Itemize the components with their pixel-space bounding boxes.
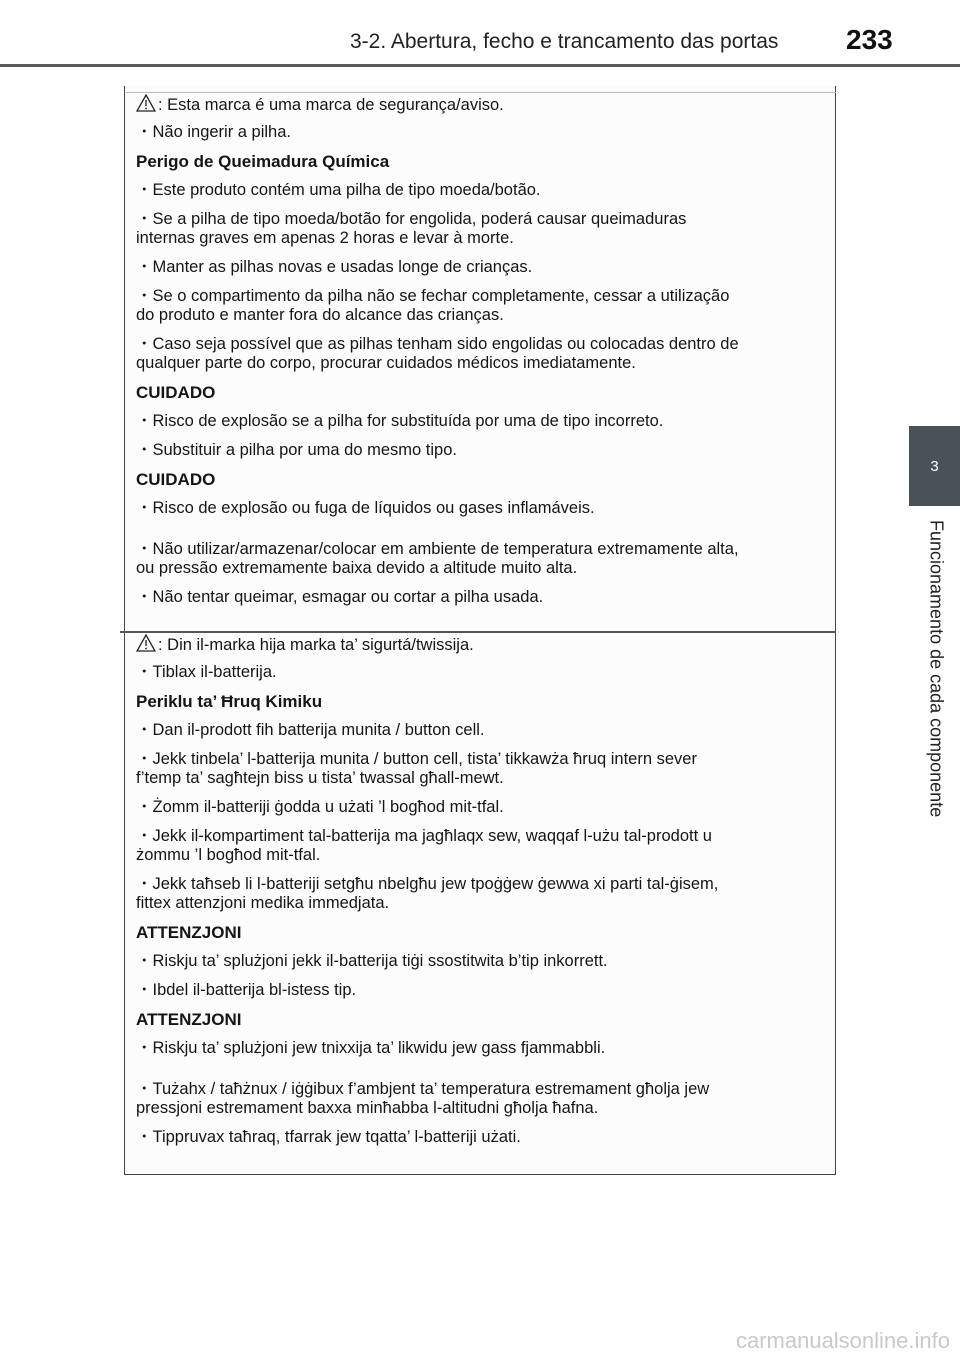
heading-caution: ATTENZJONI [136, 1010, 242, 1029]
chapter-label: Funcionamento de cada componente [926, 520, 947, 818]
bullet-line: ・Risco de explosão ou fuga de líquidos ou gases inflamáveis. [136, 499, 595, 517]
bullet-line-cont: żommu ’l bogħod mit-tfal. [136, 846, 321, 864]
bullet-line: ・Não ingerir a pilha. [136, 123, 291, 141]
bullet-line: ・Jekk taħseb li l-batteriji setgħu nbelgħu jew tpoġġew ġewwa xi parti tal-ġisem, [136, 875, 719, 893]
bullet-line: ・Substituir a pilha por uma do mesmo tipo. [136, 441, 457, 459]
bullet-line: ・Risco de explosão se a pilha for substituída por uma de tipo incorreto. [136, 412, 664, 430]
header-rule [0, 64, 960, 67]
bullet-line: ・Riskju ta’ splużjoni jew tnixxija ta’ likwidu jew gass fjammabbli. [136, 1039, 606, 1057]
bullet-line: ・Não tentar queimar, esmagar ou cortar a pilha usada. [136, 588, 544, 606]
heading-caution: ATTENZJONI [136, 923, 242, 942]
bullet-line: ・Não utilizar/armazenar/colocar em ambiente de temperatura extremamente alta, [136, 540, 739, 558]
bullet-line: ・Riskju ta’ splużjoni jekk il-batterija tiġi ssostitwita b’tip inkorrett. [136, 952, 608, 970]
section-title: 3-2. Abertura, fecho e trancamento das portas [350, 30, 779, 53]
page-number: 233 [846, 24, 893, 55]
bullet-line: ・Se o compartimento da pilha não se fechar completamente, cessar a utilização [136, 287, 730, 305]
chapter-tab[interactable]: 3 [909, 426, 960, 506]
bullet-line: ・Tużahx / taħżnux / iġġibux f’ambjent ta’ temperatura estremament għolja jew [136, 1080, 710, 1098]
heading-chemical-burn: Perigo de Queimadura Química [136, 152, 390, 171]
bullet-line-cont: ou pressão extremamente baixa devido a altitude muito alta. [136, 559, 578, 577]
warning-mark-text: Din il-marka hija marka ta’ sigurtá/twissija. [167, 636, 474, 654]
bullet-line: ・Caso seja possível que as pilhas tenham sido engolidas ou colocadas dentro de [136, 335, 739, 353]
bullet-line-cont: fittex attenzjoni medika immedjata. [136, 894, 390, 912]
bullet-line-cont: do produto e manter fora do alcance das crianças. [136, 306, 504, 324]
section-divider [120, 631, 836, 633]
bullet-line-cont: internas graves em apenas 2 horas e levar à morte. [136, 229, 514, 247]
bullet-line: ・Dan il-prodott fih batterija munita / button cell. [136, 721, 485, 739]
bullet-line: ・Jekk tinbela’ l-batterija munita / button cell, tista’ tikkawża ħruq intern sever [136, 750, 697, 768]
heading-caution: CUIDADO [136, 470, 216, 489]
bullet-line: ・Ibdel il-batterija bl-istess tip. [136, 981, 357, 999]
frame-top-rule [126, 92, 836, 93]
bullet-line: ・Se a pilha de tipo moeda/botão for engolida, poderá causar queimaduras [136, 210, 687, 228]
warning-mark-text: Esta marca é uma marca de segurança/aviso. [167, 96, 504, 114]
watermark: carmanualsonline.info [735, 1328, 950, 1353]
bullet-line-cont: f’temp ta’ sagħtejn biss u tista’ twassal għall-mewt. [136, 769, 504, 787]
bullet-line: ・Tippruvax taħraq, tfarrak jew tqatta’ l-batteriji użati. [136, 1128, 521, 1146]
heading-caution: CUIDADO [136, 383, 216, 402]
warning-section-portuguese [136, 94, 826, 607]
bullet-line-cont: qualquer parte do corpo, procurar cuidados médicos imediatamente. [136, 354, 636, 372]
warning-mark-line: : Esta marca é uma marca de segurança/aviso. [136, 94, 826, 115]
bullet-line: ・Żomm il-batteriji ġodda u użati ’l bogħod mit-tfal. [136, 798, 504, 816]
bullet-line-cont: pressjoni estremament baxxa minħabba l-altitudni għolja ħafna. [136, 1099, 599, 1117]
warning-section-maltese [136, 634, 826, 1147]
warning-triangle-icon [136, 634, 156, 652]
bullet-line: ・Manter as pilhas novas e usadas longe de crianças. [136, 258, 533, 276]
bullet-line: ・Jekk il-kompartiment tal-batterija ma jagħlaqx sew, waqqaf l-użu tal-prodott u [136, 827, 712, 845]
heading-chemical-burn: Periklu ta’ Ħruq Kimiku [136, 692, 323, 711]
bullet-line: ・Tiblax il-batterija. [136, 663, 277, 681]
bullet-line: ・Este produto contém uma pilha de tipo moeda/botão. [136, 181, 541, 199]
warning-mark-line: : Din il-marka hija marka ta’ sigurtá/twissija. [136, 634, 826, 655]
warning-triangle-icon [136, 94, 156, 112]
